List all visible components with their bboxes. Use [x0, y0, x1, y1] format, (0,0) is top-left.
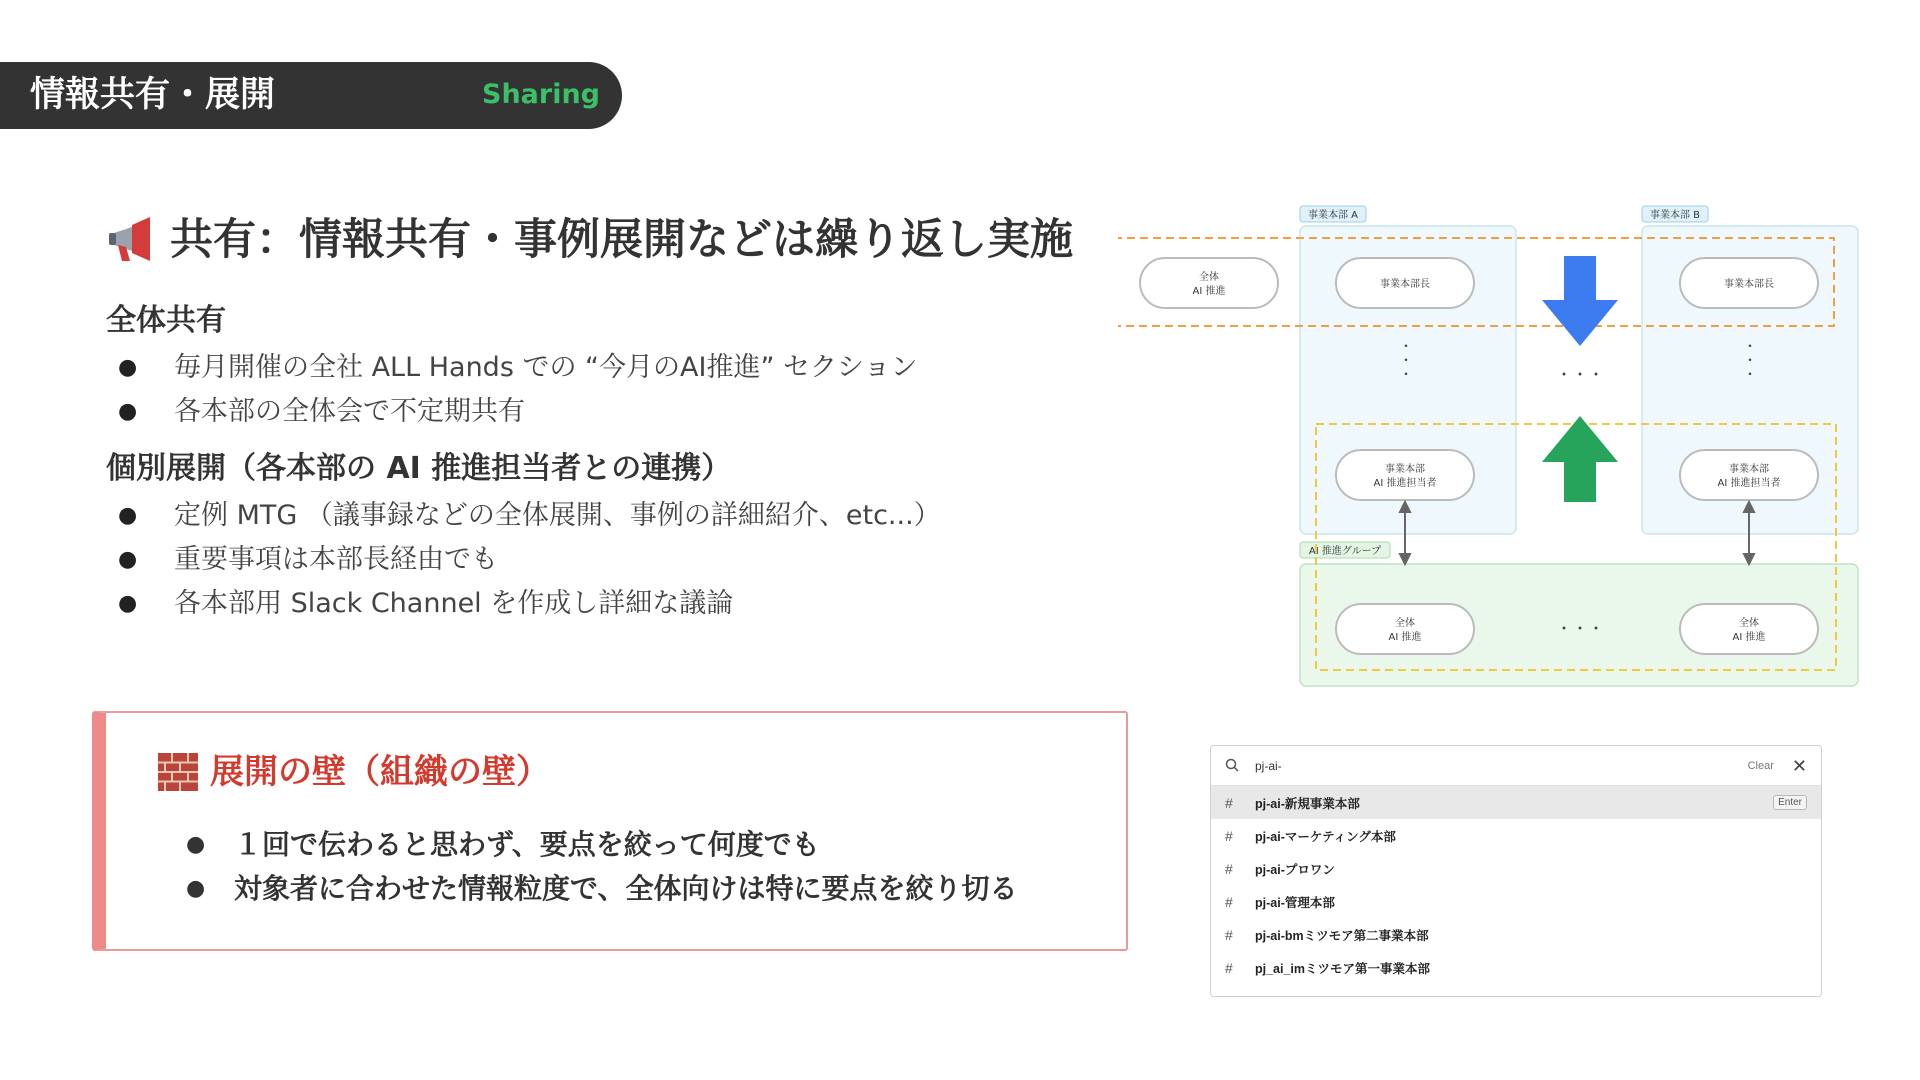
dept-a-head: 事業本部長	[1380, 279, 1430, 290]
dept-b-vdots: ・・・	[1741, 339, 1757, 381]
list-item: ● 対象者に合わせた情報粒度で、全体向けは特に要点を絞り切る	[186, 872, 1018, 905]
tag-dept-b: 事業本部 B	[1649, 210, 1701, 221]
brick-wall-icon	[158, 753, 198, 791]
slack-channel-search	[1210, 745, 1822, 997]
hash-icon: #	[1225, 893, 1233, 910]
search-input[interactable]: pj-ai-	[1255, 758, 1282, 773]
section-heading-overall: 全体共有	[106, 303, 226, 338]
individual-share-list	[118, 494, 941, 626]
list-item: ● 定例 MTG （議事録などの全体展開、事例の詳細紹介、etc...）	[118, 500, 941, 531]
search-icon	[1225, 758, 1241, 774]
callout-title	[158, 749, 550, 795]
list-item: ● 重要事項は本部長経由でも	[118, 544, 498, 575]
callout-title-text: 展開の壁（組織の壁）	[210, 752, 550, 792]
channel-result-row[interactable]: # pj-ai-bmミツモア第二事業本部	[1225, 926, 1429, 943]
dept-b-ai-line2: AI 推進担当者	[1717, 478, 1781, 489]
middle-ellipsis-top: ・・・	[1555, 365, 1605, 384]
hash-icon: #	[1225, 827, 1233, 844]
list-item: ● 各本部用 Slack Channel を作成し詳細な議論	[118, 588, 734, 619]
wall-callout-box	[92, 711, 1128, 951]
enter-key-hint: Enter	[1773, 795, 1807, 810]
dept-a-ai-line1: 事業本部	[1385, 464, 1425, 475]
hash-icon: #	[1225, 926, 1233, 943]
list-item: ● １回で伝わると思わず、要点を絞って何度でも	[186, 828, 820, 861]
close-icon[interactable]: ✕	[1791, 755, 1807, 776]
page-title: 情報共有・展開	[30, 75, 276, 115]
channel-result-row[interactable]: # pj_ai_imミツモア第一事業本部	[1225, 959, 1431, 976]
group-node-a-line1: 全体	[1395, 618, 1415, 629]
group-node-b-line1: 全体	[1739, 618, 1759, 629]
overall-share-list	[118, 346, 918, 434]
left-node-line1: 全体	[1199, 272, 1219, 283]
hash-icon: #	[1225, 860, 1233, 877]
dept-b-ai-line1: 事業本部	[1729, 464, 1769, 475]
page-subtitle: Sharing	[482, 79, 601, 110]
list-item: ● 各本部の全体会で不定期共有	[118, 396, 525, 427]
dept-a-vdots: ・・・	[1397, 339, 1413, 381]
group-node-b-line2: AI 推進	[1732, 632, 1766, 643]
clear-button[interactable]: Clear	[1747, 759, 1774, 772]
hash-icon: #	[1225, 794, 1233, 811]
main-heading-text: 共有：情報共有・事例展開などは繰り返し実施	[170, 215, 1073, 265]
group-node-a-line2: AI 推進	[1388, 632, 1422, 643]
list-item: ● 毎月開催の全社 ALL Hands での “今月のAI推進” セクション	[118, 352, 918, 383]
slack-search-bar	[1211, 746, 1821, 786]
header-bar	[0, 62, 622, 129]
section-heading-individual: 個別展開（各本部の AI 推進担当者との連携）	[106, 451, 732, 486]
up-arrow-icon	[1542, 416, 1618, 502]
tag-ai-group: AI 推進グループ	[1308, 546, 1382, 557]
channel-result-row[interactable]: # pj-ai-管理本部	[1225, 893, 1335, 910]
dept-b-head: 事業本部長	[1724, 279, 1774, 290]
dept-a-ai-line2: AI 推進担当者	[1373, 478, 1437, 489]
left-node-line2: AI 推進	[1192, 286, 1226, 297]
hash-icon: #	[1225, 959, 1233, 976]
org-diagram	[1118, 200, 1860, 690]
down-arrow-icon	[1542, 256, 1618, 346]
megaphone-icon	[106, 217, 156, 263]
tag-dept-a: 事業本部 A	[1307, 210, 1359, 221]
callout-list	[186, 823, 1017, 911]
middle-ellipsis-bottom: ・・・	[1555, 619, 1605, 638]
channel-result-row[interactable]: # pj-ai-プロワン	[1225, 860, 1335, 877]
channel-result-row[interactable]: # pj-ai-マーケティング本部	[1225, 827, 1396, 844]
main-heading	[106, 212, 1073, 268]
channel-result-row[interactable]: # pj-ai-新規事業本部 Enter	[1211, 786, 1821, 819]
